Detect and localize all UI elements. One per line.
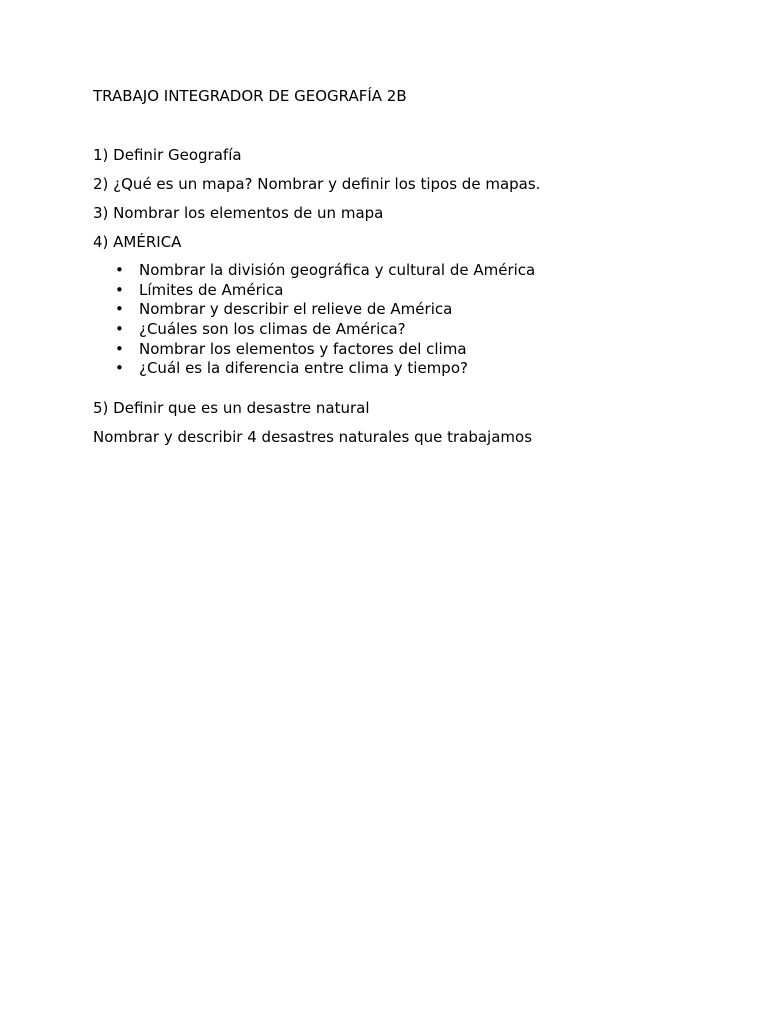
spacer <box>93 379 713 398</box>
document-title: TRABAJO INTEGRADOR DE GEOGRAFÍA 2B <box>93 87 407 105</box>
bullet-text: ¿Cuáles son los climas de América? <box>139 320 406 339</box>
item-3: 3) Nombrar los elementos de un mapa <box>93 204 384 222</box>
bullet-text: Límites de América <box>139 280 284 299</box>
document-page <box>93 86 713 456</box>
bullet-icon: • <box>115 359 124 378</box>
bullet-list <box>93 261 713 379</box>
bullet-icon: • <box>115 280 124 299</box>
list-item <box>93 340 713 360</box>
bullet-text: Nombrar los elementos y factores del clima <box>139 339 467 358</box>
list-item <box>93 300 713 320</box>
bullet-icon: • <box>115 339 124 358</box>
item-4: 4) AMÉRICA <box>93 233 182 251</box>
item-2: 2) ¿Qué es un mapa? Nombrar y definir los tipos de mapas. <box>93 175 541 193</box>
item-5: 5) Definir que es un desastre natural <box>93 399 370 418</box>
bullet-icon: • <box>115 300 124 319</box>
list-item <box>93 281 713 301</box>
item-5-detail: Nombrar y describir 4 desastres naturales que trabajamos <box>93 428 533 447</box>
bullet-text: Nombrar y describir el relieve de América <box>139 300 453 319</box>
item-1: 1) Definir Geografía <box>93 146 242 164</box>
bullet-text: ¿Cuál es la diferencia entre clima y tiempo? <box>139 359 468 378</box>
bullet-icon: • <box>115 261 124 279</box>
bullet-icon: • <box>115 320 124 339</box>
list-item <box>93 261 713 281</box>
bullet-text: Nombrar la división geográfica y cultural de América <box>139 261 536 279</box>
list-item <box>93 359 713 379</box>
list-item <box>93 320 713 340</box>
